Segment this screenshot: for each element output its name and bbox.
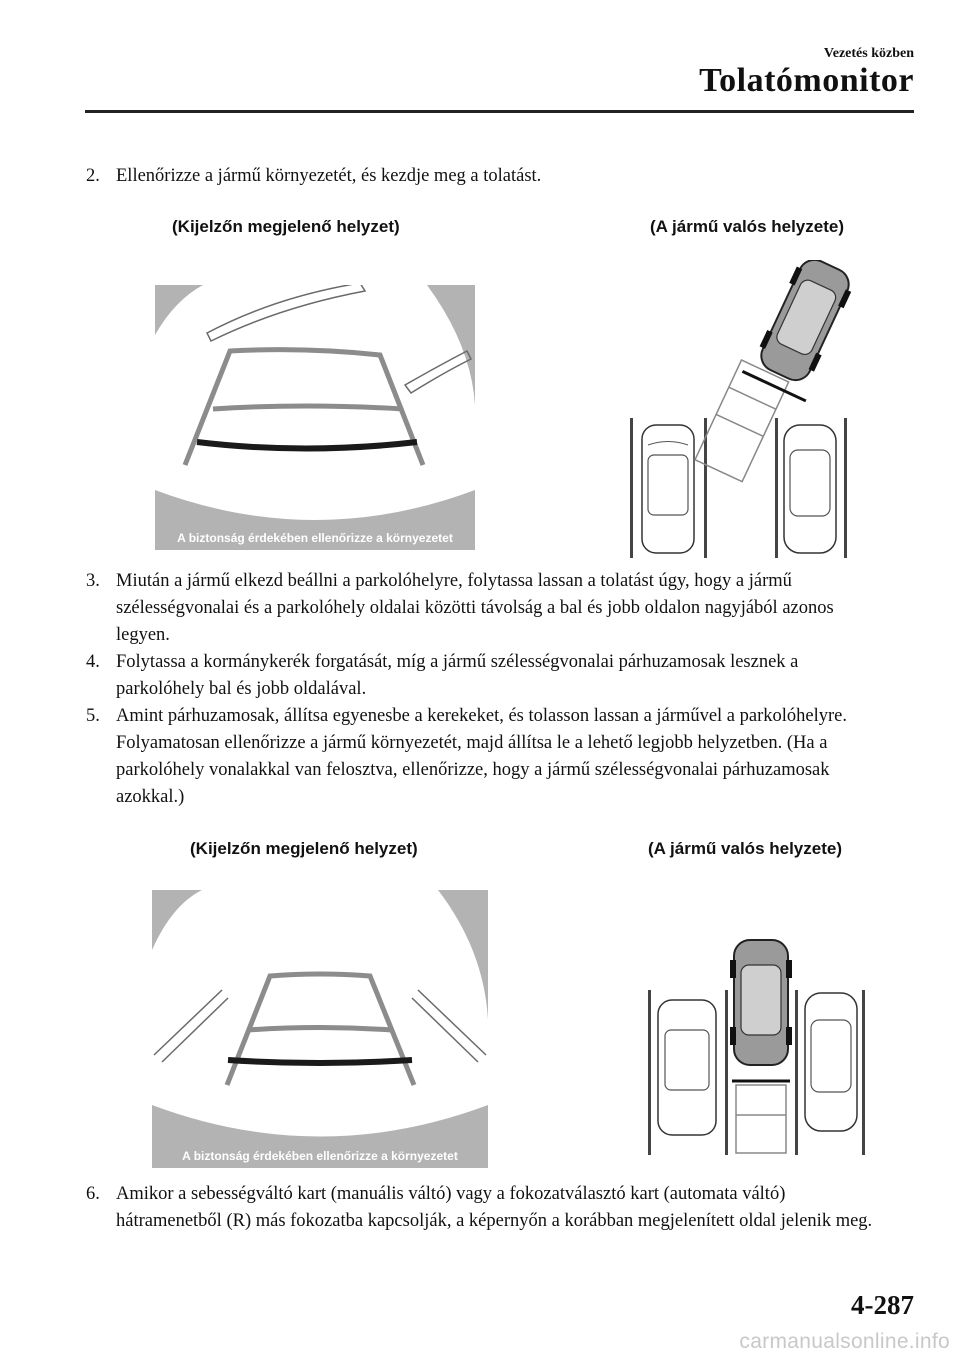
header-section: Vezetés közben xyxy=(823,46,914,61)
page-title: Tolatómonitor xyxy=(699,62,914,99)
step-number: 3. xyxy=(86,571,100,591)
step-text: Amint párhuzamosak, állítsa egyenesbe a kerekeket, és tolasson lassan a járművel a parkolóhelyre. Folyamatosan ellenőrizze a jármű környezetét, majd állítsa le a lehető legjobb helyzetben. (Ha a parkolóhely vonalakkal van felosztva, ellenőrizze, hogy a jármű szélességvonalai párhuzamosak azokkal.) xyxy=(116,706,848,807)
step-number: 4. xyxy=(86,652,100,672)
figure-2-screen-caption: (Kijelzőn megjelenő helyzet) xyxy=(190,839,418,858)
step-number: 5. xyxy=(86,706,100,726)
step-number: 2. xyxy=(86,166,100,186)
step-text: Amikor a sebességváltó kart (manuális váltó) vagy a fokozatválasztó kart (automata váltó) hátramenetből (R) más fokozatba kapcsolják, a képernyőn a korábban megjelenített oldal jelenik meg. xyxy=(116,1184,873,1231)
figure-2-camera-screen xyxy=(152,890,488,1168)
figure-1-screen-caption: (Kijelzőn megjelenő helyzet) xyxy=(172,217,400,236)
step-text: Ellenőrizze a jármű környezetét, és kezdje meg a tolatást. xyxy=(116,166,542,186)
figure-2-parking-scene xyxy=(640,935,870,1155)
watermark: carmanualsonline.info xyxy=(739,1330,950,1353)
step-text: Miután a jármű elkezd beállni a parkolóhelyre, folytassa lassan a tolatást úgy, hogy a jármű szélességvonalai és a parkolóhely oldalai közötti távolság a bal és jobb oldalon nagyjából azonos legyen. xyxy=(116,571,834,645)
header-rule xyxy=(85,110,914,113)
parked-car-right xyxy=(784,425,836,553)
step-5 xyxy=(86,703,886,811)
page-number: 4-287 xyxy=(851,1290,914,1320)
step-4 xyxy=(86,649,886,703)
parked-car-left xyxy=(642,425,694,553)
step-text: Folytassa a kormánykerék forgatását, míg a jármű szélességvonalai párhuzamosak lesznek a parkolóhely bal és jobb oldalával. xyxy=(116,652,799,699)
step-6 xyxy=(86,1181,886,1235)
figure-1-scene-caption: (A jármű valós helyzete) xyxy=(650,217,844,236)
step-number: 6. xyxy=(86,1184,100,1204)
figure-2-scene-caption: (A jármű valós helyzete) xyxy=(648,839,842,858)
reversing-car xyxy=(742,260,862,401)
figure-1-camera-screen xyxy=(155,285,475,550)
figure-1-warning: A biztonság érdekében ellenőrizze a környezetet xyxy=(177,531,453,545)
parked-car-left xyxy=(658,1000,716,1135)
step-2 xyxy=(86,163,886,190)
parked-car-right xyxy=(805,993,857,1131)
reversing-car xyxy=(730,940,792,1081)
step-3 xyxy=(86,568,886,649)
figure-1-parking-scene xyxy=(620,260,870,560)
figure-2-warning: A biztonság érdekében ellenőrizze a környezetet xyxy=(182,1149,458,1163)
